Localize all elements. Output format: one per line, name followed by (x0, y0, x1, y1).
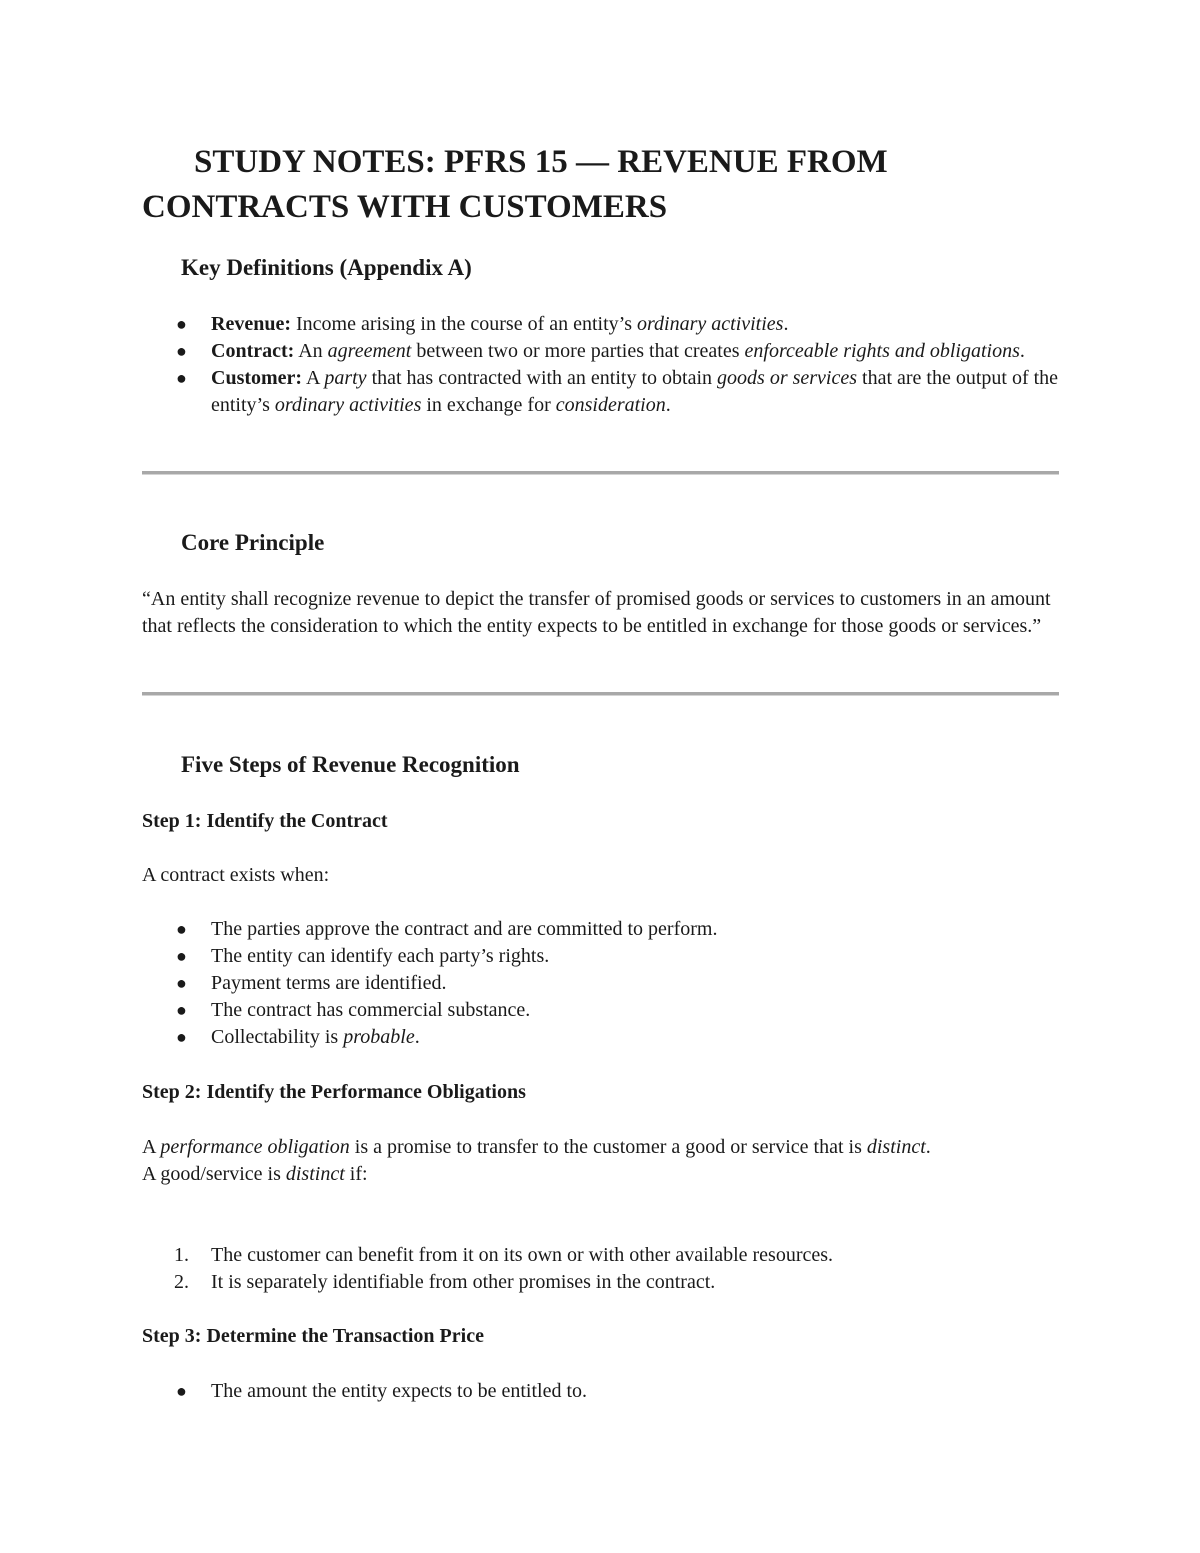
bullet-icon: ● (176, 1381, 187, 1401)
core-principle-quote: “An entity shall recognize revenue to depict the transfer of promised goods or services to customers in an amount that reflects the consideration to which the entity expects to be entitled in exchange for those goods or services.” (142, 588, 1051, 637)
list-item: ● The contract has commercial substance. (142, 997, 1062, 1024)
definition-item-revenue: ● Revenue: Income arising in the course of an entity’s ordinary activities. (142, 311, 1062, 338)
list-item: 1. The customer can benefit from it on its own or with other available resources. (174, 1244, 834, 1266)
step3-heading: Step 3: Determine the Transaction Price (142, 1325, 484, 1347)
definition-item-customer: ● Customer: A party that has contracted with an entity to obtain goods or services that are the output of the entity’s ordinary activities in exchange for consideration. (176, 367, 1059, 416)
bullet-icon: ● (176, 314, 187, 334)
bullet-icon: ● (176, 973, 187, 993)
horizontal-rule (142, 471, 1059, 475)
five-steps-heading: Five Steps of Revenue Recognition (181, 752, 520, 777)
step1-list (142, 916, 1062, 1051)
step2-paragraph: A performance obligation is a promise to transfer to the customer a good or service that is distinct. A good/service is distinct if: (142, 1136, 931, 1185)
step1-intro: A contract exists when: (142, 864, 330, 886)
step1-heading: Step 1: Identify the Contract (142, 810, 388, 832)
definition-term: Contract: (211, 340, 295, 362)
definitions-list (142, 311, 1062, 419)
step2-list (142, 1242, 1062, 1296)
bullet-icon: ● (176, 368, 187, 388)
bullet-icon: ● (176, 919, 187, 939)
horizontal-rule (142, 692, 1059, 696)
step2-heading: Step 2: Identify the Performance Obligations (142, 1081, 526, 1103)
list-item: ● The entity can identify each party’s rights. (142, 943, 1062, 970)
step3-list (142, 1378, 1062, 1405)
list-item: ● Payment terms are identified. (142, 970, 1062, 997)
core-principle-heading: Core Principle (181, 530, 325, 555)
page-title: STUDY NOTES: PFRS 15 — REVENUE FROM CONTRACTS WITH CUSTOMERS (142, 144, 888, 225)
bullet-icon: ● (176, 946, 187, 966)
list-item: ● Collectability is probable. (142, 1024, 1062, 1051)
definition-term: Revenue: (211, 313, 291, 335)
definition-item-contract: ● Contract: An agreement between two or more parties that creates enforceable rights and obligations. (142, 338, 1062, 365)
bullet-icon: ● (176, 1027, 187, 1047)
list-item: ● The amount the entity expects to be entitled to. (142, 1378, 1062, 1405)
list-item: ● The parties approve the contract and are committed to perform. (142, 916, 1062, 943)
bullet-icon: ● (176, 341, 187, 361)
definitions-heading: Key Definitions (Appendix A) (181, 255, 472, 280)
bullet-icon: ● (176, 1000, 187, 1020)
list-item: 2. It is separately identifiable from other promises in the contract. (174, 1271, 716, 1293)
definition-term: Customer: (211, 367, 303, 389)
